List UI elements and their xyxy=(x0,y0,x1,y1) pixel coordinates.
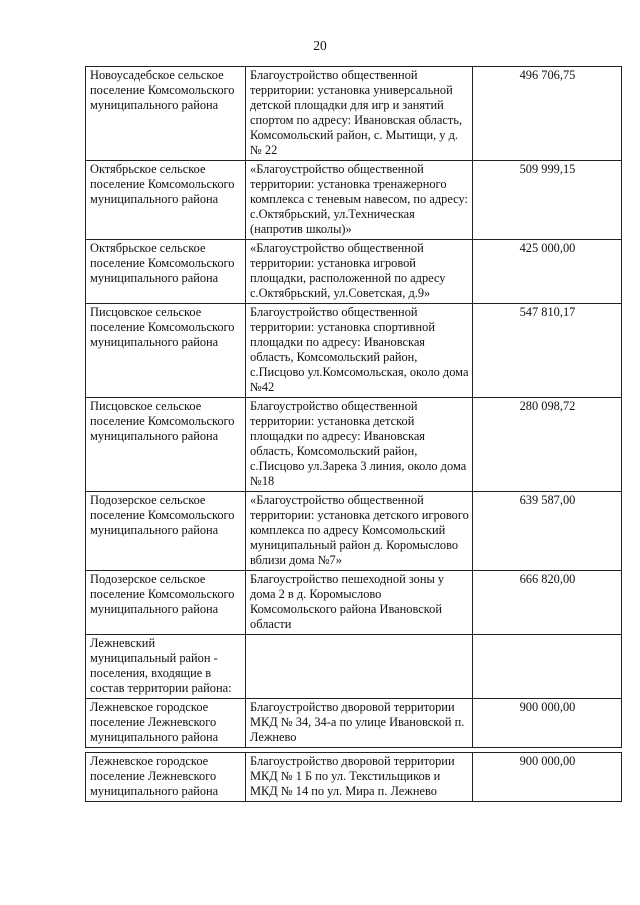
project-cell xyxy=(246,635,473,699)
recipient-cell: Октябрьское сельское поселение Комсомольского муниципального района xyxy=(86,161,246,240)
amount-cell: 666 820,00 xyxy=(473,571,622,635)
recipient-cell: Писцовское сельское поселение Комсомольского муниципального района xyxy=(86,398,246,492)
amount-cell xyxy=(473,635,622,699)
recipient-cell: Лежневское городское поселение Лежневского муниципального района xyxy=(86,753,246,802)
project-cell: Благоустройство общественной территории: установка универсальной детской площадки для игр и занятий спортом по адресу: Ивановская область, Комсомольский район, с. Мытищи, у д. № 22 xyxy=(246,67,473,161)
table-row xyxy=(86,304,622,398)
amount-cell: 425 000,00 xyxy=(473,240,622,304)
project-cell: «Благоустройство общественной территории: установка детского игрового комплекса по адресу Комсомольский муниципальный район д. Коромыслово вблизи дома №7» xyxy=(246,492,473,571)
table-row xyxy=(86,699,622,748)
table-row xyxy=(86,753,622,802)
project-cell: Благоустройство дворовой территории МКД № 34, 34-а по улице Ивановской п. Лежнево xyxy=(246,699,473,748)
page-number: 20 xyxy=(313,38,327,53)
table-row xyxy=(86,240,622,304)
amount-cell: 900 000,00 xyxy=(473,699,622,748)
amount-cell: 496 706,75 xyxy=(473,67,622,161)
amount-cell: 639 587,00 xyxy=(473,492,622,571)
recipient-cell: Лежневский муниципальный район - поселения, входящие в состав территории района: xyxy=(86,635,246,699)
table-row xyxy=(86,398,622,492)
recipient-cell: Октябрьское сельское поселение Комсомольского муниципального района xyxy=(86,240,246,304)
recipient-cell: Подозерское сельское поселение Комсомольского муниципального района xyxy=(86,571,246,635)
subsidy-table xyxy=(85,66,622,802)
table-row xyxy=(86,161,622,240)
recipient-cell: Лежневское городское поселение Лежневского муниципального района xyxy=(86,699,246,748)
project-cell: «Благоустройство общественной территории: установка игровой площадки, расположенной по адресу с.Октябрьский, ул.Советская, д.9» xyxy=(246,240,473,304)
project-cell: Благоустройство общественной территории: установка детской площадки по адресу: Ивановская область, Комсомольский район, с.Писцово ул.Зарека 3 линия, около дома №18 xyxy=(246,398,473,492)
recipient-cell: Новоусадебское сельское поселение Комсомольского муниципального района xyxy=(86,67,246,161)
amount-cell: 900 000,00 xyxy=(473,753,622,802)
project-cell: «Благоустройство общественной территории: установка тренажерного комплекса с теневым навесом, по адресу: с.Октябрьский, ул.Техническая (напротив школы)» xyxy=(246,161,473,240)
amount-cell: 280 098,72 xyxy=(473,398,622,492)
project-cell: Благоустройство пешеходной зоны у дома 2 в д. Коромыслово Комсомольского района Ивановской области xyxy=(246,571,473,635)
table-row xyxy=(86,492,622,571)
recipient-cell: Подозерское сельское поселение Комсомольского муниципального района xyxy=(86,492,246,571)
amount-cell: 509 999,15 xyxy=(473,161,622,240)
project-cell: Благоустройство общественной территории: установка спортивной площадки по адресу: Ивановская область, Комсомольский район, с.Писцово ул.Комсомольская, около дома №42 xyxy=(246,304,473,398)
table-row xyxy=(86,67,622,161)
table-row xyxy=(86,571,622,635)
amount-cell: 547 810,17 xyxy=(473,304,622,398)
recipient-cell: Писцовское сельское поселение Комсомольского муниципального района xyxy=(86,304,246,398)
table-row xyxy=(86,635,622,699)
project-cell: Благоустройство дворовой территории МКД № 1 Б по ул. Текстильщиков и МКД № 14 по ул. Мира п. Лежнево xyxy=(246,753,473,802)
